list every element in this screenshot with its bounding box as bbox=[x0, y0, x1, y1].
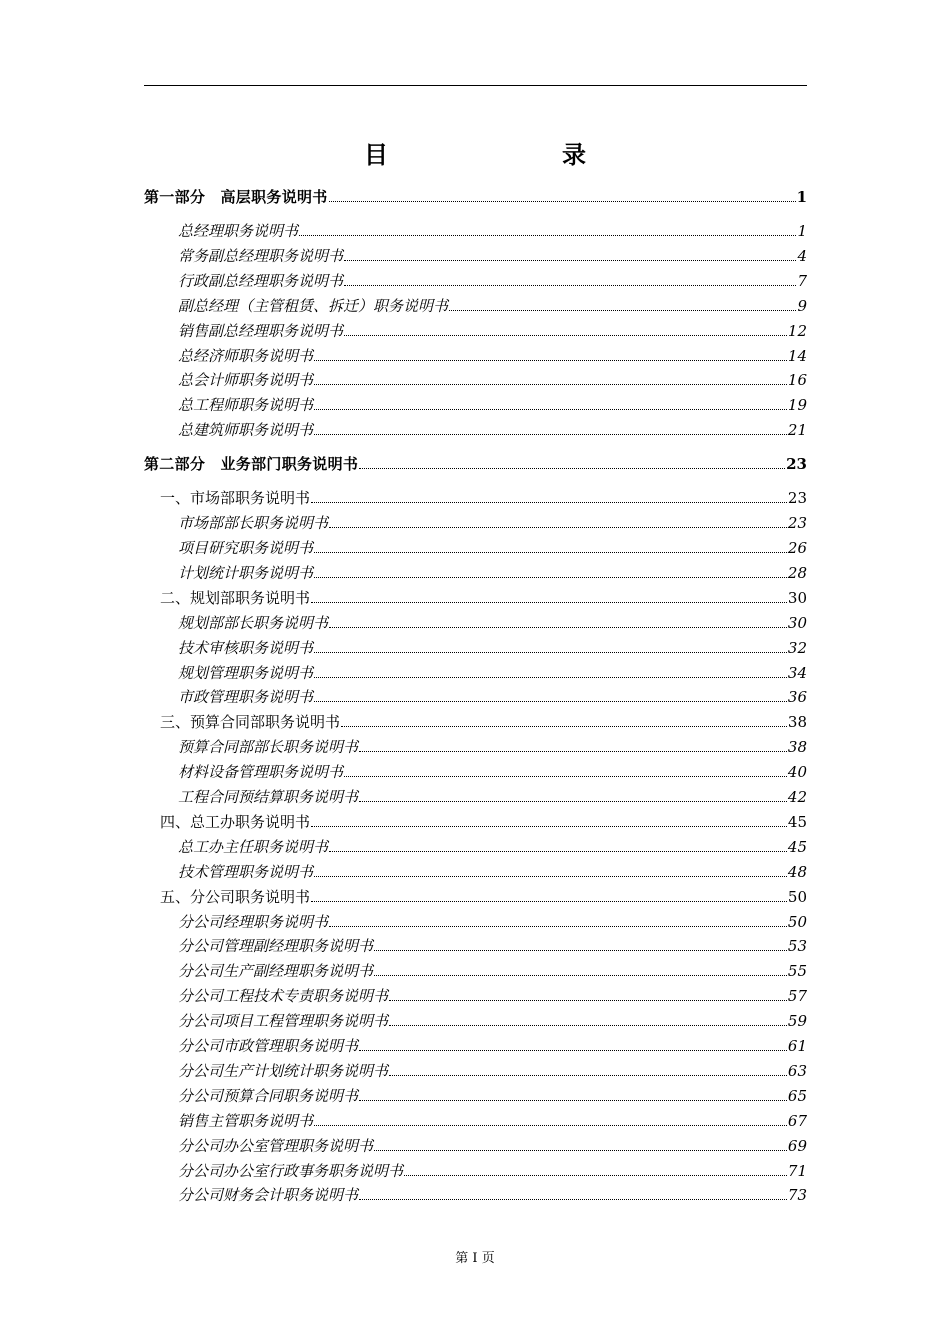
toc-entry-page-number: 30 bbox=[787, 613, 807, 632]
dot-leader bbox=[389, 1025, 787, 1026]
toc-entry-page-number: 59 bbox=[787, 1012, 807, 1031]
toc-entry-page-number: 1 bbox=[797, 222, 807, 240]
toc-entry-label: 规划部部长职务说明书 bbox=[178, 613, 329, 632]
toc-entry[interactable] bbox=[144, 936, 807, 956]
toc-entry-label: 分公司生产计划统计职务说明书 bbox=[178, 1061, 389, 1080]
toc-entry[interactable] bbox=[144, 296, 807, 316]
dot-leader bbox=[314, 1125, 787, 1126]
toc-entry-page-number: 38 bbox=[787, 713, 807, 732]
dot-leader bbox=[359, 1199, 787, 1200]
toc-entry-page-number: 32 bbox=[787, 638, 807, 657]
toc-entry-label: 一、市场部职务说明书 bbox=[160, 489, 311, 508]
toc-entry-page-number: 21 bbox=[787, 421, 807, 440]
toc-entry-page-number: 14 bbox=[787, 346, 807, 365]
dot-leader bbox=[314, 384, 787, 385]
toc-entry[interactable] bbox=[144, 1036, 807, 1056]
toc-entry[interactable] bbox=[144, 1136, 807, 1156]
toc-entry-label: 分公司生产副经理职务说明书 bbox=[178, 962, 374, 981]
toc-section-entry[interactable] bbox=[144, 887, 807, 907]
dot-leader bbox=[404, 1175, 787, 1176]
dot-leader bbox=[314, 876, 787, 877]
toc-section-entry[interactable] bbox=[144, 588, 807, 608]
dot-leader bbox=[314, 409, 787, 410]
toc-entry-page-number: 42 bbox=[787, 788, 807, 806]
dot-leader bbox=[314, 552, 787, 553]
dot-leader bbox=[329, 926, 787, 927]
toc-entry[interactable] bbox=[144, 1111, 807, 1131]
toc-entry-label: 项目研究职务说明书 bbox=[178, 539, 314, 557]
toc-section-entry[interactable] bbox=[144, 488, 807, 508]
toc-entry-label: 分公司经理职务说明书 bbox=[178, 912, 329, 931]
toc-entry-label: 工程合同预结算职务说明书 bbox=[178, 788, 359, 806]
toc-entry[interactable] bbox=[144, 420, 807, 440]
toc-entry-label: 行政副总经理职务说明书 bbox=[178, 271, 344, 290]
dot-leader bbox=[311, 901, 787, 902]
dot-leader bbox=[344, 285, 796, 286]
dot-leader bbox=[314, 577, 787, 578]
dot-leader bbox=[344, 260, 796, 261]
dot-leader bbox=[344, 776, 787, 777]
toc-entry[interactable] bbox=[144, 246, 807, 266]
toc-entry-label: 市政管理职务说明书 bbox=[178, 688, 314, 707]
toc-entry[interactable] bbox=[144, 370, 807, 390]
dot-leader bbox=[329, 527, 787, 528]
toc-entry-label: 二、规划部职务说明书 bbox=[160, 588, 311, 607]
toc-entry-page-number: 30 bbox=[787, 588, 807, 607]
toc-entry-page-number: 45 bbox=[787, 837, 807, 856]
toc-entry-label: 分公司预算合同职务说明书 bbox=[178, 1086, 359, 1105]
dot-leader bbox=[299, 235, 796, 236]
toc-entry-label: 第二部分 业务部门职务说明书 bbox=[144, 455, 359, 474]
toc-entry-label: 规划管理职务说明书 bbox=[178, 663, 314, 682]
toc-entry-label: 第一部分 高层职务说明书 bbox=[144, 188, 328, 206]
toc-entry-page-number: 28 bbox=[787, 563, 807, 582]
toc-entry-page-number: 50 bbox=[787, 912, 807, 931]
dot-leader bbox=[311, 602, 787, 603]
toc-entry[interactable] bbox=[144, 986, 807, 1006]
toc-entry[interactable] bbox=[144, 1161, 807, 1181]
toc-entry[interactable] bbox=[144, 961, 807, 981]
toc-entry[interactable] bbox=[144, 221, 807, 241]
toc-entry[interactable] bbox=[144, 613, 807, 633]
toc-entry-page-number: 67 bbox=[787, 1111, 807, 1130]
dot-leader bbox=[314, 701, 787, 702]
toc-entry-page-number: 16 bbox=[787, 371, 807, 390]
toc-entry[interactable] bbox=[144, 663, 807, 683]
toc-entry-label: 总会计师职务说明书 bbox=[178, 371, 314, 390]
toc-entry-label: 销售主管职务说明书 bbox=[178, 1111, 314, 1130]
toc-entry-label: 分公司办公室管理职务说明书 bbox=[178, 1136, 374, 1155]
toc-entry-label: 技术审核职务说明书 bbox=[178, 638, 314, 657]
dot-leader bbox=[329, 851, 787, 852]
toc-entry-page-number: 38 bbox=[787, 738, 807, 757]
dot-leader bbox=[329, 201, 796, 202]
toc-entry-label: 分公司管理副经理职务说明书 bbox=[178, 937, 374, 956]
toc-entry-page-number: 26 bbox=[787, 539, 807, 557]
toc-entry-page-number: 23 bbox=[787, 489, 807, 508]
toc-entry[interactable] bbox=[144, 271, 807, 291]
header-rule bbox=[144, 85, 807, 86]
toc-entry-page-number: 55 bbox=[787, 962, 807, 981]
toc-entry-label: 总工程师职务说明书 bbox=[178, 396, 314, 415]
dot-leader bbox=[374, 975, 787, 976]
dot-leader bbox=[449, 310, 796, 311]
dot-leader bbox=[359, 1050, 787, 1051]
toc-entry-label: 总工办主任职务说明书 bbox=[178, 837, 329, 856]
toc-entry-label: 分公司财务会计职务说明书 bbox=[178, 1186, 359, 1205]
dot-leader bbox=[359, 468, 785, 469]
toc-entry-page-number: 36 bbox=[787, 688, 807, 707]
toc-entry-page-number: 9 bbox=[797, 296, 807, 315]
dot-leader bbox=[329, 627, 787, 628]
toc-entry[interactable] bbox=[144, 638, 807, 658]
toc-entry-page-number: 23 bbox=[786, 455, 807, 474]
toc-entry-label: 副总经理（主管租赁、拆迁）职务说明书 bbox=[178, 296, 449, 315]
dot-leader bbox=[374, 950, 787, 951]
dot-leader bbox=[389, 1075, 787, 1076]
toc-entry-page-number: 73 bbox=[787, 1186, 807, 1205]
toc-entry-page-number: 23 bbox=[787, 514, 807, 533]
toc-entry-page-number: 19 bbox=[787, 396, 807, 415]
toc-entry-label: 材料设备管理职务说明书 bbox=[178, 763, 344, 782]
toc-entry[interactable] bbox=[144, 837, 807, 857]
toc-entry-page-number: 69 bbox=[787, 1136, 807, 1155]
toc-entry[interactable] bbox=[144, 1011, 807, 1031]
toc-entry-page-number: 7 bbox=[797, 271, 807, 290]
dot-leader bbox=[314, 360, 787, 361]
toc-entry[interactable] bbox=[144, 321, 807, 341]
toc-entry[interactable] bbox=[144, 687, 807, 707]
toc-entry-page-number: 57 bbox=[787, 987, 807, 1006]
toc-part-entry[interactable] bbox=[144, 187, 807, 207]
toc-entry-page-number: 12 bbox=[787, 321, 807, 340]
toc-entry-page-number: 65 bbox=[787, 1086, 807, 1105]
toc-entry[interactable] bbox=[144, 1086, 807, 1106]
toc-entry-label: 总经济师职务说明书 bbox=[178, 346, 314, 365]
dot-leader bbox=[314, 434, 787, 435]
toc-entry-label: 四、总工办职务说明书 bbox=[160, 812, 311, 831]
toc-entry-label: 常务副总经理职务说明书 bbox=[178, 246, 344, 265]
toc-entry-label: 计划统计职务说明书 bbox=[178, 563, 314, 582]
dot-leader bbox=[311, 502, 787, 503]
toc-entry[interactable] bbox=[144, 862, 807, 882]
toc-entry-label: 五、分公司职务说明书 bbox=[160, 887, 311, 906]
toc-entry[interactable] bbox=[144, 563, 807, 583]
dot-leader bbox=[314, 677, 787, 678]
dot-leader bbox=[314, 652, 787, 653]
dot-leader bbox=[389, 1000, 787, 1001]
toc-entry-page-number: 48 bbox=[787, 862, 807, 881]
toc-entry-page-number: 50 bbox=[787, 887, 807, 906]
dot-leader bbox=[344, 335, 787, 336]
dot-leader bbox=[359, 1100, 787, 1101]
toc-entry-label: 三、预算合同部职务说明书 bbox=[160, 713, 341, 732]
dot-leader bbox=[311, 826, 787, 827]
toc-entry[interactable] bbox=[144, 737, 807, 757]
toc-entry-page-number: 1 bbox=[796, 188, 807, 206]
toc-entry-label: 技术管理职务说明书 bbox=[178, 862, 314, 881]
toc-entry-label: 总建筑师职务说明书 bbox=[178, 421, 314, 440]
toc-entry-page-number: 61 bbox=[787, 1037, 807, 1055]
toc-entry-label: 分公司办公室行政事务职务说明书 bbox=[178, 1161, 404, 1180]
dot-leader bbox=[359, 801, 787, 802]
toc-entry-page-number: 71 bbox=[787, 1161, 807, 1180]
toc-entry[interactable] bbox=[144, 762, 807, 782]
dot-leader bbox=[374, 1150, 787, 1151]
toc-entry-label: 销售副总经理职务说明书 bbox=[178, 321, 344, 340]
toc-entry[interactable] bbox=[144, 513, 807, 533]
toc-entry-label: 分公司市政管理职务说明书 bbox=[178, 1037, 359, 1055]
page-footer: 第 I 页 bbox=[455, 1251, 495, 1266]
toc-section-entry[interactable] bbox=[144, 712, 807, 732]
toc-entry-page-number: 63 bbox=[787, 1061, 807, 1080]
toc-entry-label: 预算合同部部长职务说明书 bbox=[178, 738, 359, 757]
toc-entry[interactable] bbox=[144, 346, 807, 366]
toc-entry-page-number: 53 bbox=[787, 937, 807, 956]
toc-entry-page-number: 4 bbox=[797, 246, 807, 265]
toc-entry[interactable] bbox=[144, 395, 807, 415]
toc-entry[interactable] bbox=[144, 787, 807, 807]
toc-entry-label: 分公司工程技术专责职务说明书 bbox=[178, 987, 389, 1006]
toc-section-entry[interactable] bbox=[144, 812, 807, 832]
toc-entry-page-number: 34 bbox=[787, 663, 807, 682]
toc-entry-label: 市场部部长职务说明书 bbox=[178, 514, 329, 533]
toc-entry-page-number: 45 bbox=[787, 812, 807, 831]
toc-entry-page-number: 40 bbox=[787, 763, 807, 782]
toc-part-entry[interactable] bbox=[144, 454, 807, 474]
toc-entry[interactable] bbox=[144, 912, 807, 932]
dot-leader bbox=[359, 751, 787, 752]
toc-entry-label: 总经理职务说明书 bbox=[178, 222, 299, 240]
toc-entry[interactable] bbox=[144, 1185, 807, 1205]
toc-entry-label: 分公司项目工程管理职务说明书 bbox=[178, 1012, 389, 1031]
page-title: 目 录 bbox=[364, 140, 628, 169]
dot-leader bbox=[341, 726, 787, 727]
toc-entry[interactable] bbox=[144, 1061, 807, 1081]
toc-entry[interactable] bbox=[144, 538, 807, 558]
